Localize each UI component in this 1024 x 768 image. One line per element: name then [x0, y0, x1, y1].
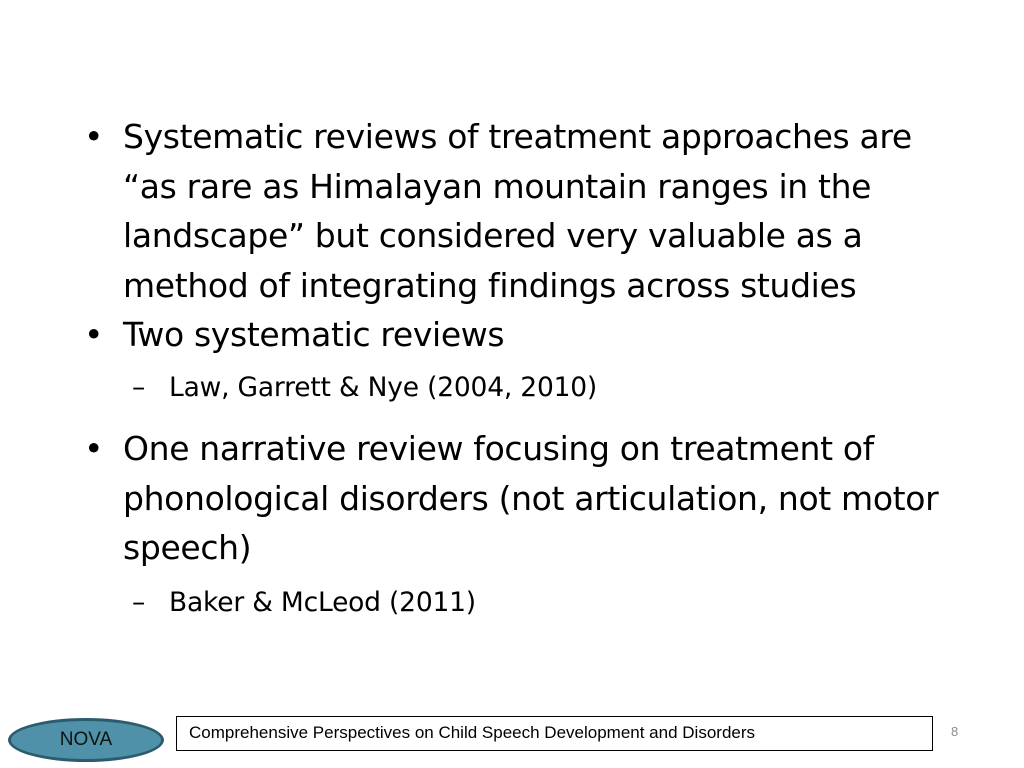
nova-badge: NOVA [8, 718, 164, 762]
bullet-item [84, 112, 963, 310]
bullet-text: One narrative review focusing on treatment of phonological disorders (not articulation, not motor speech) [123, 428, 939, 568]
bullet-marker: • [84, 117, 104, 156]
footer-title: Comprehensive Perspectives on Child Speech Development and Disorders [176, 716, 933, 751]
sub-bullet-marker: – [132, 586, 146, 618]
bullet-item [84, 310, 984, 360]
sub-bullet-text: Law, Garrett & Nye (2004, 2010) [169, 371, 598, 403]
bullet-text: Systematic reviews of treatment approaches are “as rare as Himalayan mountain ranges in the landscape” but considered very valuable as a method of integrating findings across studies [123, 117, 912, 305]
sub-bullet-item [84, 366, 984, 410]
bullet-item [84, 424, 943, 573]
page-number: 8 [951, 724, 959, 739]
bullet-marker: • [84, 428, 104, 468]
sub-bullet-marker: – [132, 371, 146, 403]
bullet-list [84, 112, 984, 639]
sub-bullet-item [84, 581, 984, 625]
bullet-marker: • [84, 315, 104, 355]
bullet-text: Two systematic reviews [123, 315, 505, 355]
sub-bullet-text: Baker & McLeod (2011) [169, 586, 476, 618]
